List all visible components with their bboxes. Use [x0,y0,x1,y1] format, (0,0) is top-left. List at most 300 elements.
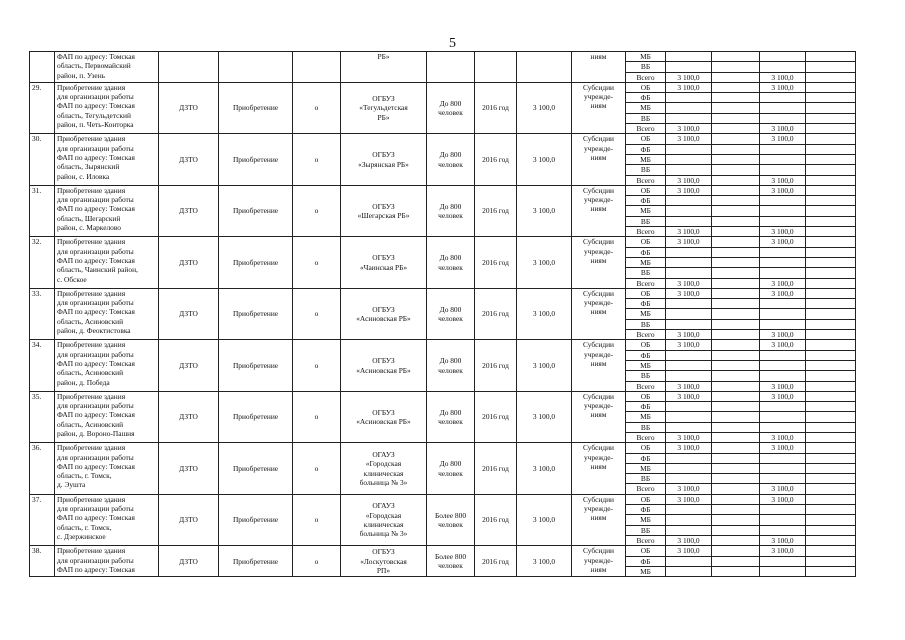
source-label: ВБ [626,474,666,484]
row-mark: о [293,82,341,133]
source-label: ВБ [626,216,666,226]
source-label: Всего [626,72,666,82]
row-type: Субсидии учрежде- ниям [572,340,626,391]
source-value-2: 3 100,0 [760,288,806,298]
source-value-empty-a [712,72,760,82]
row-capacity [427,52,475,83]
source-value-empty-b [806,144,856,154]
source-value-1 [666,350,712,360]
source-value-2: 3 100,0 [760,484,806,494]
source-label: ОБ [626,443,666,453]
row-year: 2016 год [475,443,517,494]
source-label: ВБ [626,113,666,123]
source-value-empty-a [712,196,760,206]
source-value-1: 3 100,0 [666,484,712,494]
source-value-empty-b [806,319,856,329]
source-value-2 [760,350,806,360]
source-value-1 [666,268,712,278]
source-value-1 [666,93,712,103]
row-capacity: До 800 человек [427,237,475,288]
row-action: Приобретение [219,340,293,391]
source-value-empty-a [712,381,760,391]
row-year [475,52,517,83]
source-label: Всего [626,432,666,442]
table-row [30,494,856,504]
source-label: МБ [626,463,666,473]
source-value-empty-a [712,474,760,484]
source-value-empty-a [712,330,760,340]
source-value-empty-a [712,268,760,278]
source-value-empty-b [806,93,856,103]
source-value-1 [666,309,712,319]
row-amount [517,52,572,83]
source-value-empty-b [806,196,856,206]
source-label: ОБ [626,391,666,401]
row-number: 37. [30,494,55,545]
source-value-empty-a [712,546,760,556]
source-value-empty-b [806,165,856,175]
source-value-empty-b [806,185,856,195]
source-value-1 [666,206,712,216]
row-type: Субсидии учрежде- ниям [572,82,626,133]
row-customer: ДЗТО [159,82,219,133]
source-value-2 [760,103,806,113]
source-value-empty-b [806,124,856,134]
source-label: ВБ [626,525,666,535]
source-value-1: 3 100,0 [666,432,712,442]
source-value-2 [760,154,806,164]
row-year: 2016 год [475,82,517,133]
source-value-empty-a [712,443,760,453]
source-value-empty-a [712,432,760,442]
source-value-2 [760,299,806,309]
source-label: ОБ [626,546,666,556]
source-value-1 [666,525,712,535]
row-recipient: ОГБУЗ «Шегарская РБ» [341,185,427,236]
source-value-2 [760,268,806,278]
source-value-1 [666,154,712,164]
row-customer: ДЗТО [159,546,219,577]
source-label: ОБ [626,134,666,144]
source-value-2 [760,52,806,62]
row-customer: ДЗТО [159,340,219,391]
row-customer: ДЗТО [159,134,219,185]
source-value-2 [760,515,806,525]
source-value-2 [760,453,806,463]
source-value-2 [760,525,806,535]
table-row [30,52,856,62]
source-value-empty-b [806,535,856,545]
source-value-empty-b [806,505,856,515]
source-value-empty-b [806,247,856,257]
source-value-empty-b [806,443,856,453]
source-value-empty-b [806,463,856,473]
source-value-1 [666,103,712,113]
source-value-empty-b [806,432,856,442]
source-value-empty-a [712,535,760,545]
source-value-1 [666,422,712,432]
source-value-1 [666,257,712,267]
source-value-empty-a [712,62,760,72]
row-year: 2016 год [475,134,517,185]
source-value-1: 3 100,0 [666,494,712,504]
table-row [30,340,856,350]
table-row [30,288,856,298]
row-customer [159,52,219,83]
table-row [30,237,856,247]
source-value-empty-a [712,257,760,267]
row-number: 38. [30,546,55,577]
row-description: Приобретение здания для организации работы ФАП по адресу: Томская область, Тегульдетский район, п. Четь-Конторка [55,82,159,133]
source-value-empty-b [806,72,856,82]
source-label: Всего [626,330,666,340]
source-value-1: 3 100,0 [666,330,712,340]
source-label: ОБ [626,494,666,504]
row-amount: 3 100,0 [517,82,572,133]
source-value-empty-b [806,299,856,309]
source-value-1 [666,196,712,206]
row-number: 29. [30,82,55,133]
source-value-empty-b [806,494,856,504]
source-value-empty-b [806,154,856,164]
table-row [30,185,856,195]
row-year: 2016 год [475,185,517,236]
row-capacity: До 800 человек [427,391,475,442]
row-description: Приобретение здания для организации работы ФАП по адресу: Томская область, Асиновский район, д. Победа [55,340,159,391]
row-action: Приобретение [219,185,293,236]
row-year: 2016 год [475,288,517,339]
source-value-empty-a [712,52,760,62]
source-value-2 [760,319,806,329]
row-recipient: ОГАУЗ «Городская клиническая больница № 3» [341,443,427,494]
source-label: ФБ [626,144,666,154]
source-label: ВБ [626,422,666,432]
row-capacity: До 800 человек [427,134,475,185]
source-value-empty-a [712,144,760,154]
source-value-empty-a [712,93,760,103]
source-value-empty-a [712,124,760,134]
row-recipient: ОГБУЗ «Лоскутовская РП» [341,546,427,577]
source-label: ФБ [626,453,666,463]
source-value-empty-b [806,402,856,412]
source-label: ФБ [626,247,666,257]
source-value-2: 3 100,0 [760,340,806,350]
source-value-2 [760,196,806,206]
row-year: 2016 год [475,340,517,391]
row-description: ФАП по адресу: Томская область, Первомайский район, п. Узень [55,52,159,83]
source-value-1: 3 100,0 [666,175,712,185]
source-value-empty-a [712,206,760,216]
source-value-2: 3 100,0 [760,381,806,391]
row-capacity: Более 800 человек [427,546,475,577]
row-type: Субсидии учрежде- ниям [572,185,626,236]
source-value-1: 3 100,0 [666,185,712,195]
source-value-2: 3 100,0 [760,546,806,556]
source-value-1 [666,566,712,576]
source-value-empty-a [712,309,760,319]
table-row [30,546,856,556]
source-value-2: 3 100,0 [760,443,806,453]
source-value-empty-b [806,556,856,566]
source-value-empty-b [806,227,856,237]
source-value-1 [666,165,712,175]
row-number: 30. [30,134,55,185]
source-value-empty-a [712,237,760,247]
row-mark: о [293,443,341,494]
source-value-empty-b [806,52,856,62]
source-value-1: 3 100,0 [666,381,712,391]
source-value-empty-a [712,566,760,576]
row-description: Приобретение здания для организации работы ФАП по адресу: Томская [55,546,159,577]
row-mark: о [293,185,341,236]
source-value-1: 3 100,0 [666,391,712,401]
source-value-empty-a [712,391,760,401]
row-action: Приобретение [219,288,293,339]
source-value-empty-b [806,82,856,92]
source-value-2: 3 100,0 [760,535,806,545]
row-recipient: РБ» [341,52,427,83]
source-value-empty-b [806,288,856,298]
source-label: ОБ [626,237,666,247]
row-recipient: ОГБУЗ «Тегульдетская РБ» [341,82,427,133]
row-amount: 3 100,0 [517,546,572,577]
source-value-empty-b [806,422,856,432]
row-action: Приобретение [219,237,293,288]
row-year: 2016 год [475,546,517,577]
row-description: Приобретение здания для организации работы ФАП по адресу: Томская область, Зырянский район, с. Иловка [55,134,159,185]
row-customer: ДЗТО [159,288,219,339]
row-description: Приобретение здания для организации работы ФАП по адресу: Томская область, г. Томск, с. Дзержинское [55,494,159,545]
row-amount: 3 100,0 [517,288,572,339]
source-label: ОБ [626,185,666,195]
source-value-1: 3 100,0 [666,124,712,134]
row-action: Приобретение [219,134,293,185]
row-capacity: До 800 человек [427,82,475,133]
row-description: Приобретение здания для организации работы ФАП по адресу: Томская область, Асиновский район, д. Феоктистовка [55,288,159,339]
source-value-empty-a [712,288,760,298]
source-value-1 [666,453,712,463]
source-value-1: 3 100,0 [666,72,712,82]
table-row [30,134,856,144]
source-value-1 [666,319,712,329]
row-number [30,52,55,83]
table-row [30,391,856,401]
source-value-1 [666,247,712,257]
source-label: МБ [626,257,666,267]
source-value-empty-b [806,278,856,288]
source-value-1 [666,360,712,370]
source-value-2 [760,216,806,226]
row-recipient: ОГАУЗ «Городская клиническая больница № 3» [341,494,427,545]
source-value-1 [666,299,712,309]
source-value-empty-a [712,412,760,422]
source-value-empty-b [806,309,856,319]
row-description: Приобретение здания для организации работы ФАП по адресу: Томская область, Шегарский район, с. Маркелово [55,185,159,236]
source-label: МБ [626,360,666,370]
source-value-2: 3 100,0 [760,134,806,144]
source-value-2 [760,257,806,267]
row-action: Приобретение [219,391,293,442]
row-type: Субсидии учрежде- ниям [572,546,626,577]
source-value-1: 3 100,0 [666,134,712,144]
source-value-2: 3 100,0 [760,82,806,92]
source-value-1 [666,371,712,381]
row-mark: о [293,494,341,545]
source-value-empty-b [806,381,856,391]
source-value-empty-b [806,268,856,278]
source-value-empty-a [712,422,760,432]
source-value-2: 3 100,0 [760,72,806,82]
table-body [30,52,856,577]
source-label: МБ [626,154,666,164]
source-value-empty-a [712,185,760,195]
source-value-2 [760,144,806,154]
source-label: ОБ [626,340,666,350]
source-value-2 [760,556,806,566]
row-mark: о [293,391,341,442]
source-label: ФБ [626,556,666,566]
source-value-empty-a [712,227,760,237]
source-value-empty-a [712,515,760,525]
source-label: ФБ [626,350,666,360]
source-value-empty-b [806,546,856,556]
source-value-2 [760,93,806,103]
source-value-2: 3 100,0 [760,494,806,504]
source-label: Всего [626,278,666,288]
source-value-empty-b [806,360,856,370]
row-number: 35. [30,391,55,442]
source-value-empty-b [806,391,856,401]
source-label: МБ [626,206,666,216]
row-number: 31. [30,185,55,236]
row-action: Приобретение [219,494,293,545]
source-value-empty-a [712,402,760,412]
row-amount: 3 100,0 [517,134,572,185]
row-type: ниям [572,52,626,83]
source-value-2 [760,402,806,412]
source-value-2 [760,371,806,381]
source-label: ФБ [626,505,666,515]
source-value-1: 3 100,0 [666,340,712,350]
source-value-1 [666,474,712,484]
row-type: Субсидии учрежде- ниям [572,494,626,545]
row-mark: о [293,237,341,288]
source-value-1 [666,402,712,412]
row-action: Приобретение [219,443,293,494]
source-value-2: 3 100,0 [760,124,806,134]
row-recipient: ОГБУЗ «Асиновская РБ» [341,340,427,391]
source-value-empty-b [806,350,856,360]
row-action: Приобретение [219,82,293,133]
source-value-2 [760,165,806,175]
row-mark: о [293,340,341,391]
source-value-empty-a [712,463,760,473]
row-description: Приобретение здания для организации работы ФАП по адресу: Томская область, Чаинский район, с. Обское [55,237,159,288]
table-row [30,82,856,92]
source-value-empty-b [806,216,856,226]
source-label: ВБ [626,165,666,175]
source-value-empty-a [712,247,760,257]
row-customer: ДЗТО [159,443,219,494]
source-label: ОБ [626,288,666,298]
source-label: МБ [626,309,666,319]
table-row [30,443,856,453]
source-value-2 [760,412,806,422]
source-value-empty-b [806,484,856,494]
row-recipient: ОГБУЗ «Асиновская РБ» [341,391,427,442]
source-value-2 [760,247,806,257]
source-value-1 [666,505,712,515]
row-capacity: До 800 человек [427,185,475,236]
row-type: Субсидии учрежде- ниям [572,134,626,185]
source-value-empty-a [712,319,760,329]
row-recipient: ОГБУЗ «Зырянская РБ» [341,134,427,185]
row-number: 32. [30,237,55,288]
row-capacity: До 800 человек [427,288,475,339]
source-value-empty-a [712,134,760,144]
source-value-empty-a [712,340,760,350]
source-value-empty-b [806,453,856,463]
row-amount: 3 100,0 [517,494,572,545]
source-label: ФБ [626,299,666,309]
source-value-1 [666,556,712,566]
row-amount: 3 100,0 [517,340,572,391]
source-label: Всего [626,175,666,185]
source-label: Всего [626,535,666,545]
source-value-empty-b [806,175,856,185]
source-value-empty-b [806,62,856,72]
program-table [29,51,856,577]
source-value-1 [666,515,712,525]
source-value-2: 3 100,0 [760,432,806,442]
source-value-empty-b [806,474,856,484]
source-value-1 [666,216,712,226]
source-value-empty-b [806,340,856,350]
row-type: Субсидии учрежде- ниям [572,391,626,442]
source-value-empty-a [712,556,760,566]
source-value-empty-a [712,216,760,226]
source-value-empty-a [712,82,760,92]
row-number: 33. [30,288,55,339]
row-customer: ДЗТО [159,391,219,442]
source-value-empty-a [712,525,760,535]
source-value-empty-a [712,453,760,463]
source-label: Всего [626,381,666,391]
source-value-empty-a [712,113,760,123]
row-description: Приобретение здания для организации работы ФАП по адресу: Томская область, г. Томск, д. Эушта [55,443,159,494]
source-value-empty-a [712,165,760,175]
source-label: МБ [626,52,666,62]
row-year: 2016 год [475,237,517,288]
source-value-1: 3 100,0 [666,227,712,237]
source-label: ВБ [626,371,666,381]
source-value-2 [760,474,806,484]
row-capacity: Более 800 человек [427,494,475,545]
source-value-2: 3 100,0 [760,278,806,288]
row-customer: ДЗТО [159,494,219,545]
row-amount: 3 100,0 [517,237,572,288]
source-value-empty-b [806,330,856,340]
row-amount: 3 100,0 [517,391,572,442]
row-customer: ДЗТО [159,237,219,288]
source-value-empty-a [712,350,760,360]
source-label: Всего [626,227,666,237]
source-value-1: 3 100,0 [666,546,712,556]
source-value-empty-b [806,515,856,525]
source-value-2 [760,206,806,216]
source-value-1 [666,62,712,72]
source-value-empty-a [712,278,760,288]
